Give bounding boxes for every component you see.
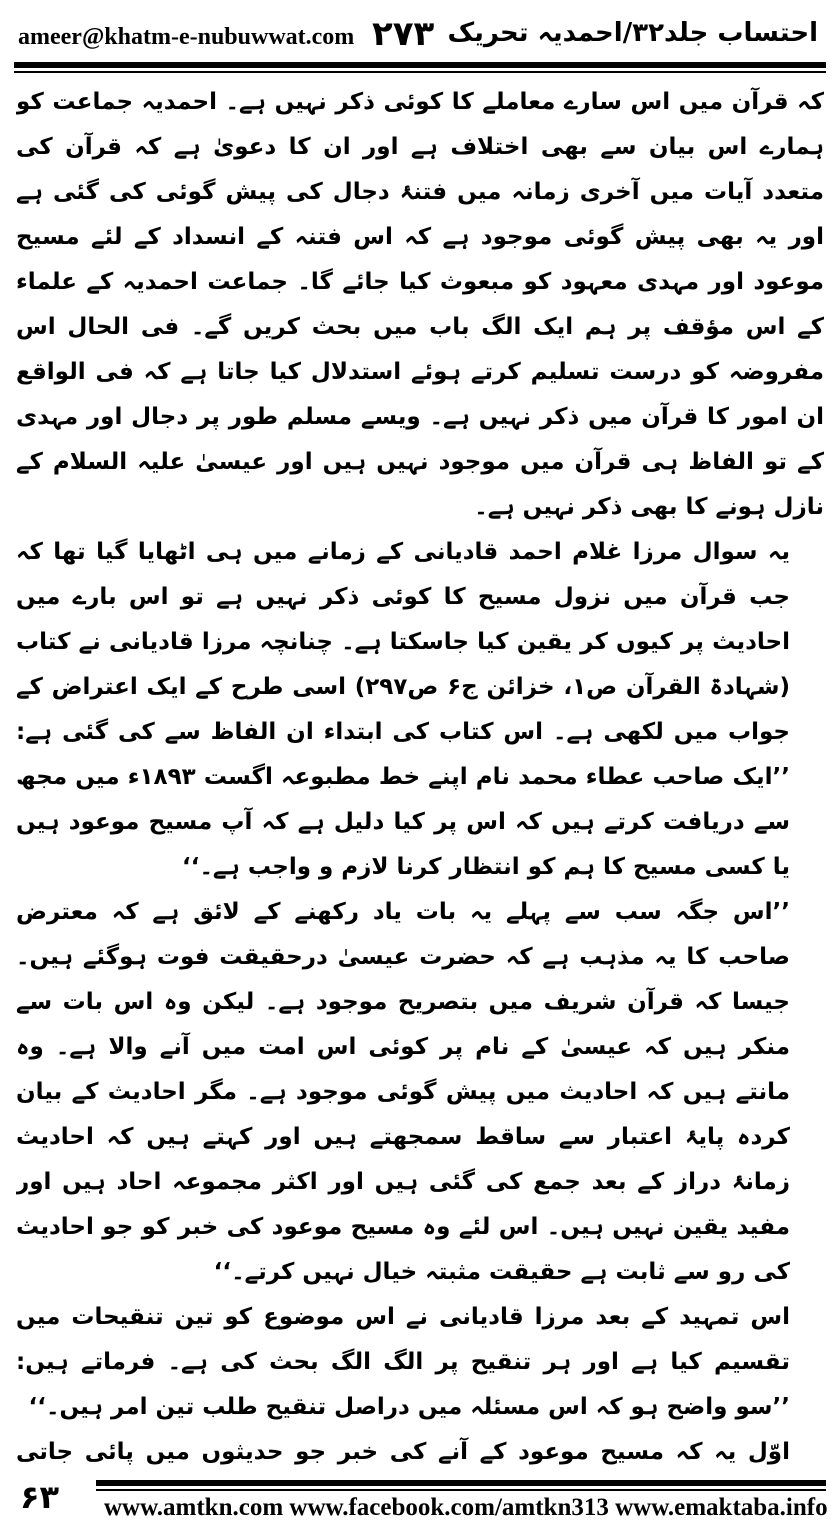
paragraph-2: یہ سوال مرزا غلام احمد قادیانی کے زمانے میں ہی اٹھایا گیا تھا کہ جب قرآن میں نزول مسیح کا کوئی ذکر نہیں ہے تو اس بارے میں احادیث پر کیوں کر یقین کیا جاسکتا ہے۔ چنانچہ مرزا قادیانی نے کتاب (شہادۃ القرآن ص۱، خزائن ج۶ ص۲۹۷) اسی طرح کے ایک اعتراض کے جواب میں لکھی ہے۔ اس کتاب کی ابتداء ان الفاظ سے کی گئی ہے: ’’ایک صاحب عطاء محمد نام اپنے خط مطبوعہ اگست ۱۸۹۳ء میں مجھ سے دریافت کرتے ہیں کہ اس پر کیا دلیل ہے کہ آپ مسیح موعود ہیں یا کسی مسیح کا ہم کو انتظار کرنا لازم و واجب ہے۔‘‘: [16, 539, 790, 880]
paragraph-1: کہ قرآن میں اس سارے معاملے کا کوئی ذکر نہیں ہے۔ احمدیہ جماعت کو ہمارے اس بیان سے بھی اختلاف ہے اور ان کا دعویٰ ہے کہ قرآن کی متعدد آیات میں آخری زمانہ میں فتنۂ دجال کی پیش گوئی کی گئی ہے اور یہ بھی پیش گوئی موجود ہے کہ اس فتنہ کے انسداد کے لئے مسیح موعود اور مہدی معہود کو مبعوث کیا جائے گا۔ جماعت احمدیہ کے علماء کے اس مؤقف پر ہم ایک الگ باب میں بحث کریں گے۔ فی الحال اس مفروضہ کو درست تسلیم کرتے ہوئے استدلال کیا جاتا ہے کہ فی الواقع ان امور کا قرآن میں ذکر نہیں ہے۔ ویسے مسلم طور پر دجال اور مہدی کے تو الفاظ ہی قرآن میں موجود نہیں ہیں اور عیسیٰ علیہ السلام کے نازل ہونے کا بھی ذکر نہیں ہے۔: [16, 89, 824, 520]
header-rule-thin: [14, 71, 826, 73]
page-footer: [0, 1472, 840, 1540]
paragraph-5: اوّل یہ کہ مسیح موعود کے آنے کی خبر جو حدیثوں میں پائی جاتی: [16, 1439, 790, 1465]
page-header: [0, 0, 840, 70]
footer-page-number: ۶۳: [20, 1478, 60, 1516]
header-title: احتساب جلد۳۲/احمدیہ تحریک: [447, 18, 818, 48]
header-email: ameer@khatm-e-nubuwwat.com: [18, 24, 355, 50]
body-text: [16, 80, 824, 1468]
header-page-number: ۲۷۳: [372, 14, 435, 54]
header-rule-thick: [14, 62, 826, 68]
footer-rule-thick: [96, 1480, 826, 1486]
footer-links: www.amtkn.com www.facebook.com/amtkn313 www.emaktaba.info: [104, 1494, 828, 1521]
footer-rule-thin: [96, 1489, 826, 1491]
paragraph-4: اس تمہید کے بعد مرزا قادیانی نے اس موضوع کو تین تنقیحات میں تقسیم کیا ہے اور ہر تنقیح پر الگ الگ بحث کی ہے۔ فرماتے ہیں: ’’سو واضح ہو کہ اس مسئلہ میں دراصل تنقیح طلب تین امر ہیں۔‘‘: [16, 1304, 790, 1420]
paragraph-3-quote: ’’اس جگہ سب سے پہلے یہ بات یاد رکھنے کے لائق ہے کہ معترض صاحب کا یہ مذہب ہے کہ حضرت عیسیٰ درحقیقت فوت ہوگئے ہیں۔ جیسا کہ قرآن شریف میں بتصریح موجود ہے۔ لیکن وہ اس بات سے منکر ہیں کہ عیسیٰ کے نام پر کوئی اس امت میں آنے والا ہے۔ وہ مانتے ہیں کہ احادیث میں پیش گوئی موجود ہے۔ مگر احادیث کے بیان کردہ پایۂ اعتبار سے ساقط سمجھتے ہیں اور کہتے ہیں کہ احادیث زمانۂ دراز کے بعد جمع کی گئی ہیں اور اکثر مجموعہ احاد ہیں اور مفید یقین نہیں ہیں۔ اس لئے وہ مسیح موعود کی خبر کو جو احادیث کی رو سے ثابت ہے حقیقت مثبتہ خیال نہیں کرتے۔‘‘: [16, 899, 791, 1285]
